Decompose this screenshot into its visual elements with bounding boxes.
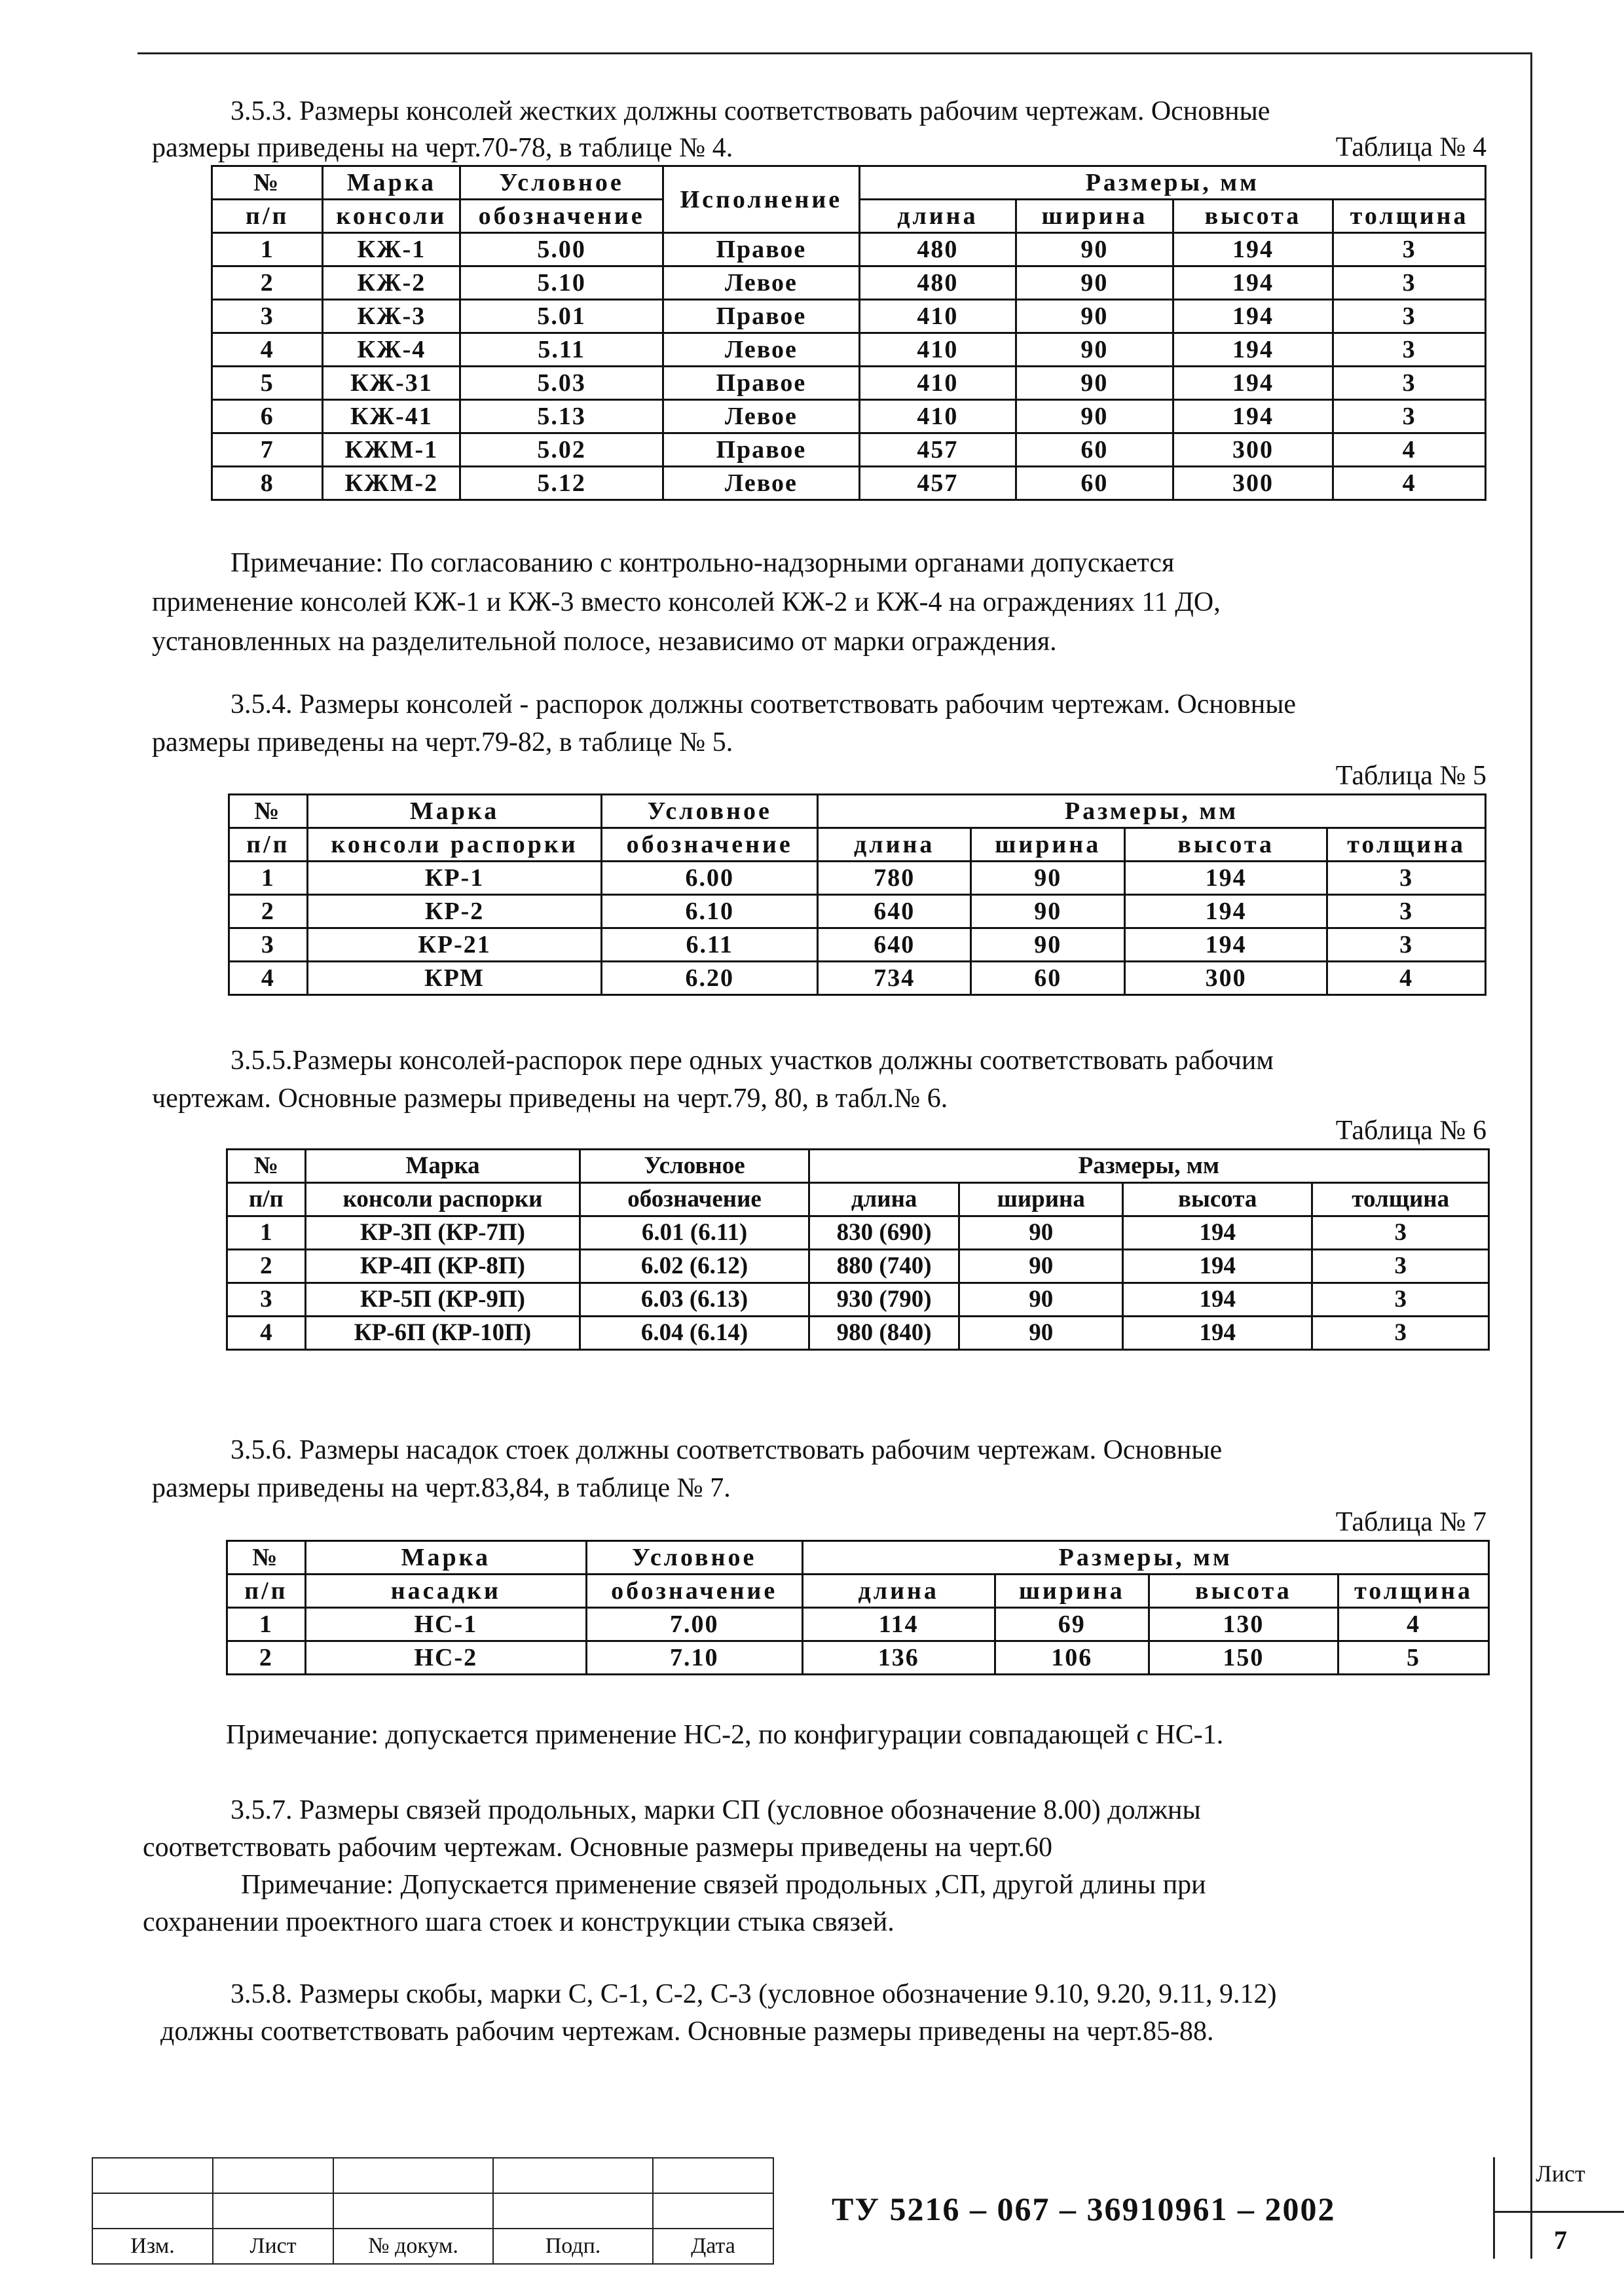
- t7-h-wid: ширина: [995, 1575, 1149, 1608]
- section-3-5-6-line2: размеры приведены на черт.83,84, в таблице № 7.: [152, 1473, 731, 1503]
- section-3-5-5-line1: 3.5.5.Размеры консолей-распорок пере одных участков должны соответствовать рабочим: [231, 1046, 1274, 1076]
- t6-h-len: длина: [809, 1183, 959, 1216]
- t5-h-code1: Условное: [602, 795, 818, 828]
- t4-h-mark2: консоли: [323, 200, 460, 233]
- document-code: ТУ 5216 – 067 – 36910961 – 2002: [832, 2191, 1336, 2227]
- section-3-5-8-line2: должны соответствовать рабочим чертежам. Основные размеры приведены на черт.85-88.: [160, 2016, 1214, 2047]
- revision-table: [92, 2157, 774, 2265]
- t4-h-code1: Условное: [460, 166, 663, 200]
- section-3-5-8-line1: 3.5.8. Размеры скобы, марки С, С-1, С-2, С-3 (условное обозначение 9.10, 9.20, 9.11, 9.12): [231, 1979, 1277, 2009]
- t5-h-wid: ширина: [971, 828, 1125, 862]
- t4-h-hgt: высота: [1173, 200, 1333, 233]
- section-3-5-7-note-line1: Примечание: Допускается применение связей продольных ,СП, другой длины при: [241, 1870, 1206, 1900]
- t7-h-mark1: Марка: [305, 1541, 586, 1575]
- t5-h-mark1: Марка: [307, 795, 602, 828]
- note-2: Примечание: допускается применение НС-2, по конфигурации совпадающей с НС-1.: [226, 1720, 1224, 1750]
- stamp-list-label: Лист: [213, 2229, 333, 2264]
- section-3-5-4-line2: размеры приведены на черт.79-82, в таблице № 5.: [152, 727, 733, 757]
- table-row: 1 КЖ-1 5.00 Правое 480 90 194 3: [212, 233, 1486, 266]
- table-row: 7 КЖМ-1 5.02 Правое 457 60 300 4: [212, 433, 1486, 467]
- table-row: 2 КЖ-2 5.10 Левое 480 90 194 3: [212, 266, 1486, 300]
- t6-h-wid: ширина: [959, 1183, 1123, 1216]
- stamp-doc-label: № докум.: [333, 2229, 493, 2264]
- table-row: 1 НС-1 7.00 114 69 130 4: [227, 1608, 1489, 1641]
- t6-h-code1: Условное: [580, 1150, 809, 1183]
- section-3-5-7-line1: 3.5.7. Размеры связей продольных, марки СП (условное обозначение 8.00) должны: [231, 1795, 1201, 1825]
- t5-h-len: длина: [818, 828, 971, 862]
- table-row: 1 КР-3П (КР-7П) 6.01 (6.11) 830 (690) 90 194 3: [227, 1216, 1489, 1250]
- t6-h-dims: Размеры, мм: [809, 1150, 1488, 1183]
- table-5: [228, 793, 1486, 996]
- table-row: 2 КР-2 6.10 640 90 194 3: [229, 895, 1486, 928]
- t5-h-code2: обозначение: [602, 828, 818, 862]
- sheet-box: [1493, 2157, 1624, 2259]
- t6-h-hgt: высота: [1123, 1183, 1312, 1216]
- t7-h-num2: п/п: [227, 1575, 306, 1608]
- table-row: 2 КР-4П (КР-8П) 6.02 (6.12) 880 (740) 90 194 3: [227, 1250, 1489, 1283]
- t5-h-thk: толщина: [1327, 828, 1486, 862]
- table-row: 3 КР-21 6.11 640 90 194 3: [229, 928, 1486, 962]
- table-row: 3 КЖ-3 5.01 Правое 410 90 194 3: [212, 300, 1486, 333]
- t4-h-exec: Исполнение: [663, 166, 859, 233]
- section-3-5-5-line2: чертежам. Основные размеры приведены на черт.79, 80, в табл.№ 6.: [152, 1084, 948, 1114]
- sheet-label: Лист: [1536, 2160, 1585, 2187]
- t7-h-code2: обозначение: [586, 1575, 802, 1608]
- t6-h-mark2: консоли распорки: [305, 1183, 580, 1216]
- stamp-sign-label: Подп.: [493, 2229, 653, 2264]
- table-row: 8 КЖМ-2 5.12 Левое 457 60 300 4: [212, 467, 1486, 500]
- t6-h-num2: п/п: [227, 1183, 306, 1216]
- table-4-caption: Таблица № 4: [1335, 132, 1486, 162]
- table-6-caption: Таблица № 6: [1335, 1116, 1486, 1146]
- section-3-5-6-line1: 3.5.6. Размеры насадок стоек должны соответствовать рабочим чертежам. Основные: [231, 1435, 1223, 1465]
- t6-h-thk: толщина: [1312, 1183, 1489, 1216]
- table-7: [226, 1540, 1490, 1675]
- t4-h-num1: №: [212, 166, 323, 200]
- table-row: 4 КЖ-4 5.11 Левое 410 90 194 3: [212, 333, 1486, 367]
- t5-h-num2: п/п: [229, 828, 308, 862]
- table-row: 6 КЖ-41 5.13 Левое 410 90 194 3: [212, 400, 1486, 433]
- t6-h-code2: обозначение: [580, 1183, 809, 1216]
- t4-h-wid: ширина: [1016, 200, 1173, 233]
- t7-h-dims: Размеры, мм: [802, 1541, 1488, 1575]
- table-7-caption: Таблица № 7: [1335, 1507, 1486, 1537]
- t7-h-hgt: высота: [1149, 1575, 1338, 1608]
- t6-h-mark1: Марка: [305, 1150, 580, 1183]
- table-row: 1 КР-1 6.00 780 90 194 3: [229, 862, 1486, 895]
- note-1: Примечание: По согласованию с контрольно-надзорными органами допускается применение консолей КЖ-1 и КЖ-3 вместо консолей КЖ-2 и КЖ-4 на ограждениях 11 ДО, установленных на разделительной полосе, независимо от марки ограждения.: [152, 548, 1221, 657]
- table-4: [211, 165, 1486, 501]
- sheet-number: 7: [1495, 2211, 1624, 2255]
- t7-h-code1: Условное: [586, 1541, 802, 1575]
- t7-h-num1: №: [227, 1541, 306, 1575]
- t4-h-num2: п/п: [212, 200, 323, 233]
- section-3-5-4-line1: 3.5.4. Размеры консолей - распорок должны соответствовать рабочим чертежам. Основные: [231, 689, 1297, 720]
- t4-h-thk: толщина: [1333, 200, 1486, 233]
- stamp-izm-label: Изм.: [92, 2229, 213, 2264]
- title-block: [92, 2157, 1585, 2262]
- section-3-5-7-note-line2: сохранении проектного шага стоек и конструкции стыка связей.: [143, 1907, 895, 1937]
- t5-h-hgt: высота: [1125, 828, 1327, 862]
- table-row: 3 КР-5П (КР-9П) 6.03 (6.13) 930 (790) 90 194 3: [227, 1283, 1489, 1317]
- t5-h-mark2: консоли распорки: [307, 828, 602, 862]
- section-3-5-7-line2: соответствовать рабочим чертежам. Основные размеры приведены на черт.60: [143, 1832, 1053, 1863]
- t4-h-dims: Размеры, мм: [859, 166, 1485, 200]
- table-6: [226, 1148, 1490, 1351]
- t7-h-mark2: насадки: [305, 1575, 586, 1608]
- t5-h-num1: №: [229, 795, 308, 828]
- t4-h-mark1: Марка: [323, 166, 460, 200]
- section-3-5-3-line2: размеры приведены на черт.70-78, в таблице № 4.: [152, 133, 733, 163]
- section-3-5-3-line1: 3.5.3. Размеры консолей жестких должны соответствовать рабочим чертежам. Основные: [231, 96, 1270, 126]
- table-5-caption: Таблица № 5: [1335, 761, 1486, 791]
- t4-h-len: длина: [859, 200, 1016, 233]
- t7-h-thk: толщина: [1338, 1575, 1489, 1608]
- t7-h-len: длина: [802, 1575, 995, 1608]
- table-row: 4 КРМ 6.20 734 60 300 4: [229, 962, 1486, 995]
- t6-h-num1: №: [227, 1150, 306, 1183]
- table-row: 2 НС-2 7.10 136 106 150 5: [227, 1641, 1489, 1675]
- t4-h-code2: обозначение: [460, 200, 663, 233]
- table-row: 5 КЖ-31 5.03 Правое 410 90 194 3: [212, 367, 1486, 400]
- stamp-date-label: Дата: [653, 2229, 773, 2264]
- table-row: 4 КР-6П (КР-10П) 6.04 (6.14) 980 (840) 90 194 3: [227, 1317, 1489, 1350]
- t5-h-dims: Размеры, мм: [818, 795, 1486, 828]
